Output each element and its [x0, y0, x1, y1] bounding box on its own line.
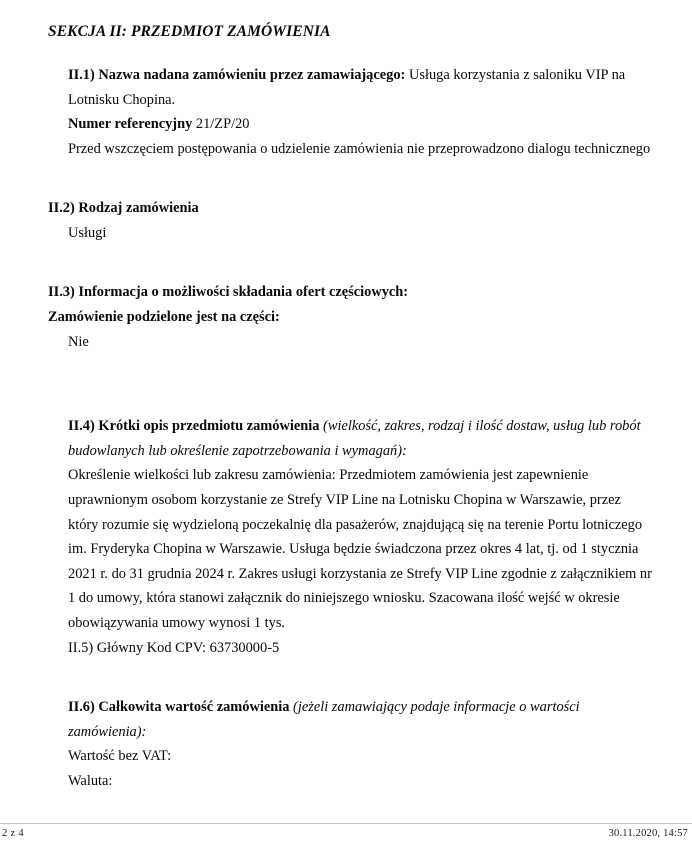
ii2-label: II.2) Rodzaj zamówienia [48, 200, 199, 217]
ii1-label-and-value [48, 63, 652, 88]
spacer [48, 43, 652, 63]
spacer [48, 394, 652, 414]
ii6-net-value-label: Wartość bez VAT: [68, 748, 172, 765]
footer-inner [0, 824, 692, 854]
ii1-value-line2: Lotnisku Chopina. [68, 91, 176, 108]
ii4-label: II.4) Krótki opis przedmiotu zamówienia [68, 418, 320, 435]
ii4-body-line6: 1 do umowy, która stanowi załącznik do niniejszego wniosku. Szacowana ilość wejść w okresie [68, 590, 620, 607]
ii4-body-line2: uprawnionym osobom korzystanie ze Strefy VIP Line na Lotnisku Chopina w Warszawie, przez [68, 492, 621, 509]
ii4-note-line1: (wielkość, zakres, rodzaj i ilość dostaw, usług lub robót [323, 418, 641, 435]
ii3-value: Nie [68, 333, 89, 350]
section-heading: SEKCJA II: PRZEDMIOT ZAMÓWIENIA [48, 23, 331, 40]
ii4-body-line5: 2021 r. do 31 grudnia 2024 r. Zakres usługi korzystania ze Strefy VIP Line zgodnie z załącznikiem nr [68, 565, 652, 582]
item-ii4 [48, 414, 652, 635]
ii4-body-line4: im. Fryderyka Chopina w Warszawie. Usługa będzie świadczona przez okres 4 lat, tj. od 1 stycznia [68, 541, 639, 558]
item-ii1 [48, 63, 652, 161]
ii2-value: Usługi [68, 224, 107, 241]
ii6-label: II.6) Całkowita wartość zamówienia [68, 699, 290, 716]
ii1-reference-value: 21/ZP/20 [195, 116, 250, 133]
ii3-sublabel: Zamówienie podzielone jest na części: [48, 309, 280, 326]
ii6-note-line1: (jeżeli zamawiający podaje informacje o wartości [293, 699, 580, 716]
item-ii6 [48, 695, 652, 793]
ii4-label-row [48, 414, 652, 439]
spacer [48, 245, 652, 280]
ii4-body-line7: obowiązywania umowy wynosi 1 tys. [68, 615, 286, 632]
ii6-label-row [48, 695, 652, 720]
ii4-body-line1: Określenie wielkości lub zakresu zamówienia: Przedmiotem zamówienia jest zapewnienie [68, 467, 589, 484]
spacer [48, 161, 652, 196]
ii1-reference [48, 112, 652, 137]
ii6-currency-label: Waluta: [68, 772, 113, 789]
ii1-label: II.1) Nazwa nadana zamówieniu przez zamawiającego: [68, 66, 406, 83]
spacer [48, 354, 652, 394]
page-footer [0, 823, 692, 854]
ii5-text: II.5) Główny Kod CPV: 63730000-5 [68, 639, 280, 656]
ii1-dialog-note: Przed wszczęciem postępowania o udzielenie zamówienia nie przeprowadzono dialogu technicznego [68, 140, 651, 157]
ii4-body-line3: który rozumie się wydzieloną poczekalnię dla pasażerów, znajdującą się na terenie Portu lotniczego [68, 516, 643, 533]
ii1-reference-label: Numer referencyjny [68, 116, 193, 133]
ii4-note-line2: budowlanych lub określenie zapotrzebowania i wymagań): [68, 442, 407, 459]
ii6-note-line2: zamówienia): [68, 723, 147, 740]
item-ii5 [48, 636, 652, 661]
footer-timestamp: 30.11.2020, 14:57 [608, 828, 688, 839]
ii3-label: II.3) Informacja o możliwości składania ofert częściowych: [48, 284, 409, 301]
item-ii3 [48, 280, 652, 354]
footer-page-indicator: 2 z 4 [2, 828, 24, 839]
spacer [48, 660, 652, 695]
item-ii2 [48, 196, 652, 245]
ii1-value-line1: Usługa korzystania z saloniku VIP na [408, 66, 626, 83]
